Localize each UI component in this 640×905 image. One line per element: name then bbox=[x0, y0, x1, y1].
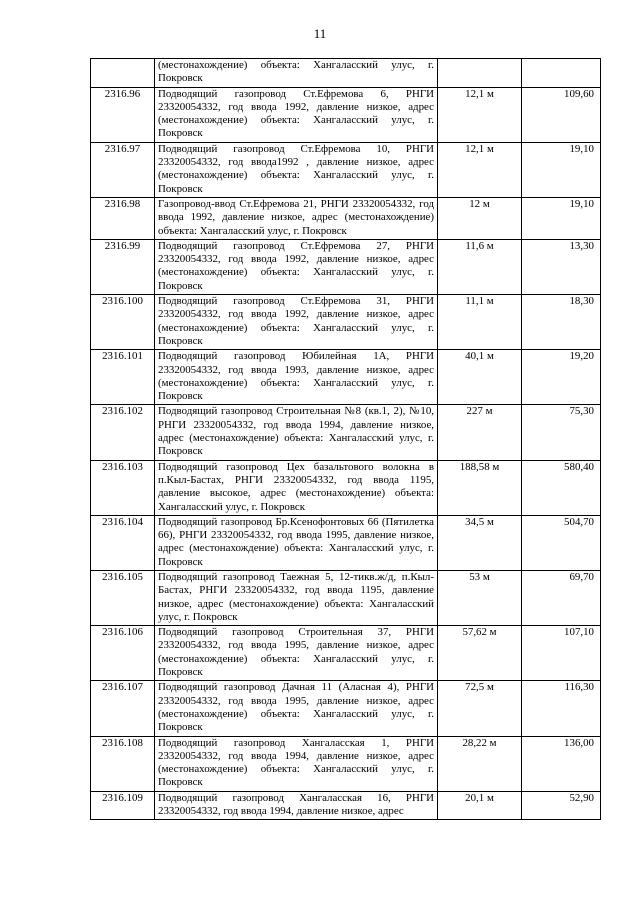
length-cell: 53 м bbox=[438, 570, 522, 625]
value-cell: 19,20 bbox=[522, 350, 601, 405]
length-cell: 188,58 м bbox=[438, 460, 522, 515]
row-number-cell: 2316.103 bbox=[91, 460, 155, 515]
table-row bbox=[91, 405, 601, 460]
length-cell: 12,1 м bbox=[438, 87, 522, 142]
length-cell: 227 м bbox=[438, 405, 522, 460]
table-row bbox=[91, 239, 601, 294]
object-description-cell: Подводящий газопровод Таежная 5, 12-тикв.ж/д, п.Кыл-Бастах, РНГИ 23320054332, год ввода 1195, давление низкое, адрес (местонахождение) объекта: Хангаласский улус, г. Покровск bbox=[155, 570, 438, 625]
value-cell bbox=[522, 59, 601, 88]
row-number-cell: 2316.98 bbox=[91, 197, 155, 239]
value-cell: 75,30 bbox=[522, 405, 601, 460]
row-number-cell: 2316.104 bbox=[91, 515, 155, 570]
value-cell: 109,60 bbox=[522, 87, 601, 142]
row-number-cell bbox=[91, 59, 155, 88]
value-cell: 18,30 bbox=[522, 295, 601, 350]
object-description-cell: Подводящий газопровод Ст.Ефремова 10, РНГИ 23320054332, год ввода1992 , давление низкое, адрес (местонахождение) объекта: Хангаласский улус, г. Покровск bbox=[155, 142, 438, 197]
object-description-cell: Подводящий газопровод Дачная 11 (Аласная 4), РНГИ 23320054332, год ввода 1995, давление низкое, адрес (местонахождение) объекта: Хангаласский улус, г. Покровск bbox=[155, 681, 438, 736]
table-row bbox=[91, 350, 601, 405]
row-number-cell: 2316.102 bbox=[91, 405, 155, 460]
length-cell: 12,1 м bbox=[438, 142, 522, 197]
value-cell: 19,10 bbox=[522, 142, 601, 197]
row-number-cell: 2316.100 bbox=[91, 295, 155, 350]
table-row bbox=[91, 515, 601, 570]
table-row bbox=[91, 570, 601, 625]
row-number-cell: 2316.107 bbox=[91, 681, 155, 736]
value-cell: 19,10 bbox=[522, 197, 601, 239]
row-number-cell: 2316.106 bbox=[91, 626, 155, 681]
row-number-cell: 2316.105 bbox=[91, 570, 155, 625]
length-cell: 57,62 м bbox=[438, 626, 522, 681]
table-body bbox=[91, 59, 601, 820]
object-description-cell: Подводящий газопровод Бр.Ксенофонтовых 66 (Пятилетка 66), РНГИ 23320054332, год ввода 1995, давление низкое, адрес (местонахождение) объекта: Хангаласский улус, г. Покровск bbox=[155, 515, 438, 570]
row-number-cell: 2316.96 bbox=[91, 87, 155, 142]
object-description-cell: Подводящий газопровод Хангаласская 1, РНГИ 23320054332, год ввода 1994, давление низкое, адрес (местонахождение) объекта: Хангаласский улус, г. Покровск bbox=[155, 736, 438, 791]
length-cell: 11,6 м bbox=[438, 239, 522, 294]
length-cell: 20,1 м bbox=[438, 791, 522, 820]
page-number: 11 bbox=[313, 26, 327, 41]
object-description-cell: Подводящий газопровод Ст.Ефремова 31, РНГИ 23320054332, год ввода 1992, давление низкое, адрес (местонахождение) объекта: Хангаласский улус, г. Покровск bbox=[155, 295, 438, 350]
table-row bbox=[91, 460, 601, 515]
value-cell: 136,00 bbox=[522, 736, 601, 791]
row-number-cell: 2316.101 bbox=[91, 350, 155, 405]
object-description-cell: Подводящий газопровод Ст.Ефремова 27, РНГИ 23320054332, год ввода 1992, давление низкое, адрес (местонахождение) объекта: Хангаласский улус, г. Покровск bbox=[155, 239, 438, 294]
object-description-cell: Газопровод-ввод Ст.Ефремова 21, РНГИ 23320054332, год ввода 1992, давление низкое, адрес (местонахождение) объекта: Хангаласский улус, г. Покровск bbox=[155, 197, 438, 239]
length-cell: 40,1 м bbox=[438, 350, 522, 405]
value-cell: 504,70 bbox=[522, 515, 601, 570]
object-description-cell: Подводящий газопровод Строительная 37, РНГИ 23320054332, год ввода 1995, давление низкое, адрес (местонахождение) объекта: Хангаласский улус, г. Покровск bbox=[155, 626, 438, 681]
object-description-cell: Подводящий газопровод Хангаласская 16, РНГИ 23320054332, год ввода 1994, давление низкое, адрес bbox=[155, 791, 438, 820]
object-description-cell: Подводящий газопровод Строительная №8 (кв.1, 2), №10, РНГИ 23320054332, год ввода 1994, давление низкое, адрес (местонахождение) объекта: Хангаласский улус, г. Покровск bbox=[155, 405, 438, 460]
length-cell: 72,5 м bbox=[438, 681, 522, 736]
table-row bbox=[91, 197, 601, 239]
object-description-cell: Подводящий газопровод Цех базальтового волокна в п.Кыл-Бастах, РНГИ 23320054332, год ввода 1195, давление высокое, адрес (местонахождение) объекта: Хангаласский улус, г. Покровск bbox=[155, 460, 438, 515]
value-cell: 116,30 bbox=[522, 681, 601, 736]
row-number-cell: 2316.97 bbox=[91, 142, 155, 197]
length-cell bbox=[438, 59, 522, 88]
length-cell: 28,22 м bbox=[438, 736, 522, 791]
row-number-cell: 2316.99 bbox=[91, 239, 155, 294]
object-description-cell: Подводящий газопровод Юбилейная 1А, РНГИ 23320054332, год ввода 1993, давление низкое, адрес (местонахождение) объекта: Хангаласский улус, г. Покровск bbox=[155, 350, 438, 405]
value-cell: 52,90 bbox=[522, 791, 601, 820]
length-cell: 34,5 м bbox=[438, 515, 522, 570]
table-row bbox=[91, 791, 601, 820]
table-row bbox=[91, 59, 601, 88]
object-description-cell: (местонахождение) объекта: Хангаласский улус, г. Покровск bbox=[155, 59, 438, 88]
row-number-cell: 2316.108 bbox=[91, 736, 155, 791]
length-cell: 11,1 м bbox=[438, 295, 522, 350]
row-number-cell: 2316.109 bbox=[91, 791, 155, 820]
table-row bbox=[91, 626, 601, 681]
length-cell: 12 м bbox=[438, 197, 522, 239]
object-description-cell: Подводящий газопровод Ст.Ефремова 6, РНГИ 23320054332, год ввода 1992, давление низкое, адрес (местонахождение) объекта: Хангаласский улус, г. Покровск bbox=[155, 87, 438, 142]
table-row bbox=[91, 681, 601, 736]
value-cell: 69,70 bbox=[522, 570, 601, 625]
table-row bbox=[91, 142, 601, 197]
value-cell: 107,10 bbox=[522, 626, 601, 681]
pipeline-table bbox=[90, 58, 601, 820]
table-row bbox=[91, 736, 601, 791]
value-cell: 580,40 bbox=[522, 460, 601, 515]
table-row bbox=[91, 295, 601, 350]
value-cell: 13,30 bbox=[522, 239, 601, 294]
table-row bbox=[91, 87, 601, 142]
